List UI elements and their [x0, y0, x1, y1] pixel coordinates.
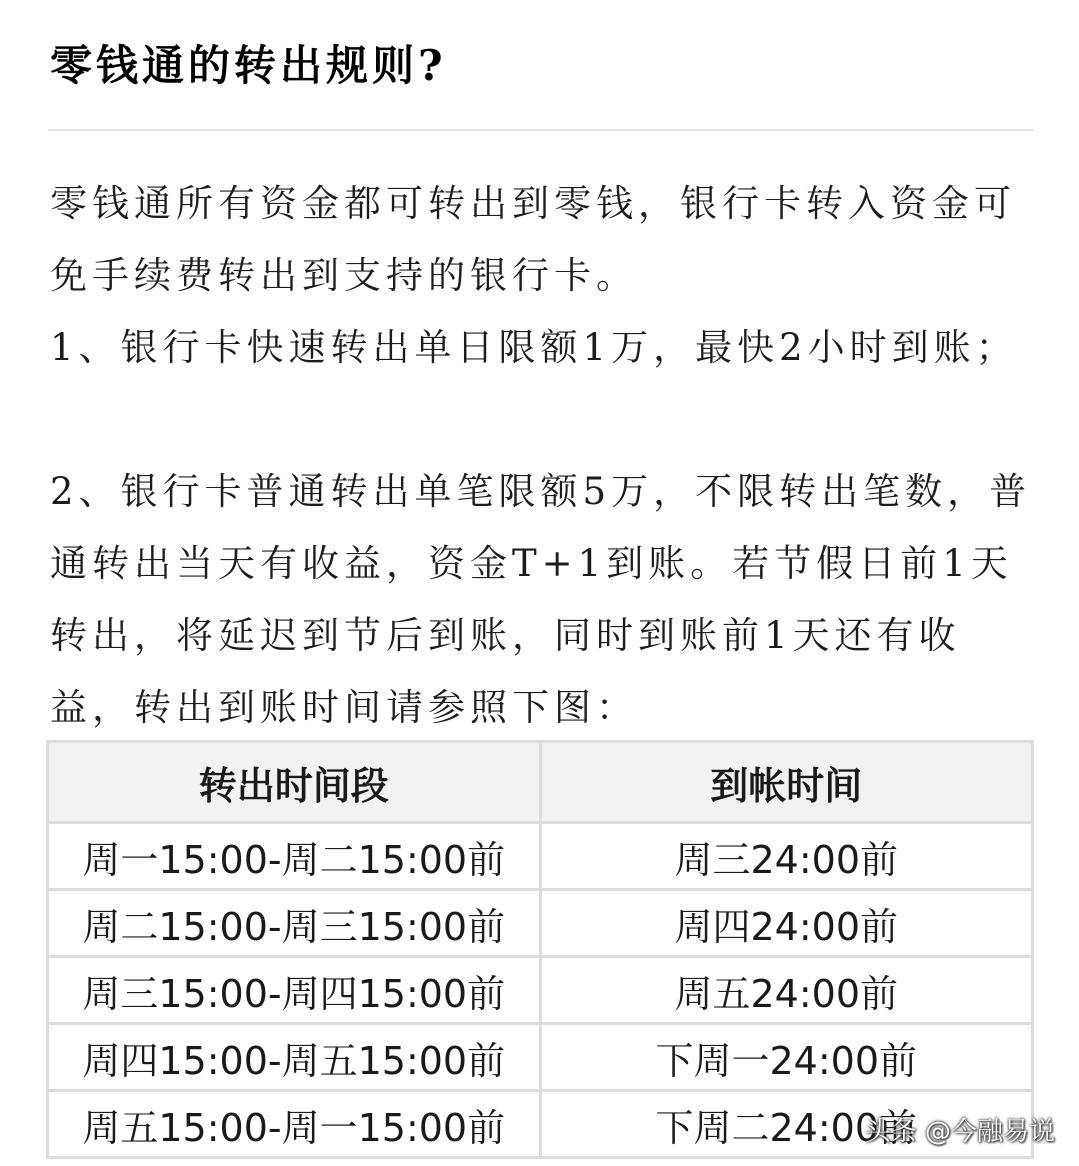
- arrival-time-cell: 下周一24:00前: [540, 1024, 1033, 1091]
- arrival-time-cell: 周四24:00前: [540, 890, 1033, 957]
- arrival-time-cell: 周三24:00前: [540, 823, 1033, 890]
- transfer-period-cell: 周五15:00-周一15:00前: [48, 1091, 541, 1158]
- source-watermark: 头条 @今融易说: [864, 1117, 1055, 1147]
- table-row: [48, 823, 1033, 890]
- table-row: [48, 957, 1033, 1024]
- paragraph-intro: 零钱通所有资金都可转出到零钱，银行卡转入资金可免手续费转出到支持的银行卡。: [50, 182, 1016, 297]
- table-row: [48, 890, 1033, 957]
- transfer-period-cell: 周三15:00-周四15:00前: [48, 957, 541, 1024]
- transfer-period-cell: 周四15:00-周五15:00前: [48, 1024, 541, 1091]
- table-row: [48, 1024, 1033, 1091]
- arrival-time-cell: 下周二24:00前: [540, 1091, 1033, 1158]
- header-transfer-period: 转出时间段: [48, 742, 541, 823]
- table-header-row: [48, 742, 1033, 823]
- arrival-time-table: [46, 740, 1034, 1159]
- header-arrival-time: 到帐时间: [540, 742, 1033, 823]
- paragraph-rule-2: 2、银行卡普通转出单笔限额5万，不限转出笔数，普通转出当天有收益，资金T+1到账。若节假日前1天转出，将延迟到节后到账，同时到账前1天还有收益，转出到账时间请参照下图：: [50, 470, 1032, 729]
- paragraph-rule-1: 1、银行卡快速转出单日限额1万，最快2小时到账；: [50, 326, 1018, 369]
- title-divider: [48, 129, 1034, 131]
- transfer-period-cell: 周二15:00-周三15:00前: [48, 890, 541, 957]
- article-title: 零钱通的转出规则?: [50, 41, 447, 90]
- arrival-time-cell: 周五24:00前: [540, 957, 1033, 1024]
- transfer-period-cell: 周一15:00-周二15:00前: [48, 823, 541, 890]
